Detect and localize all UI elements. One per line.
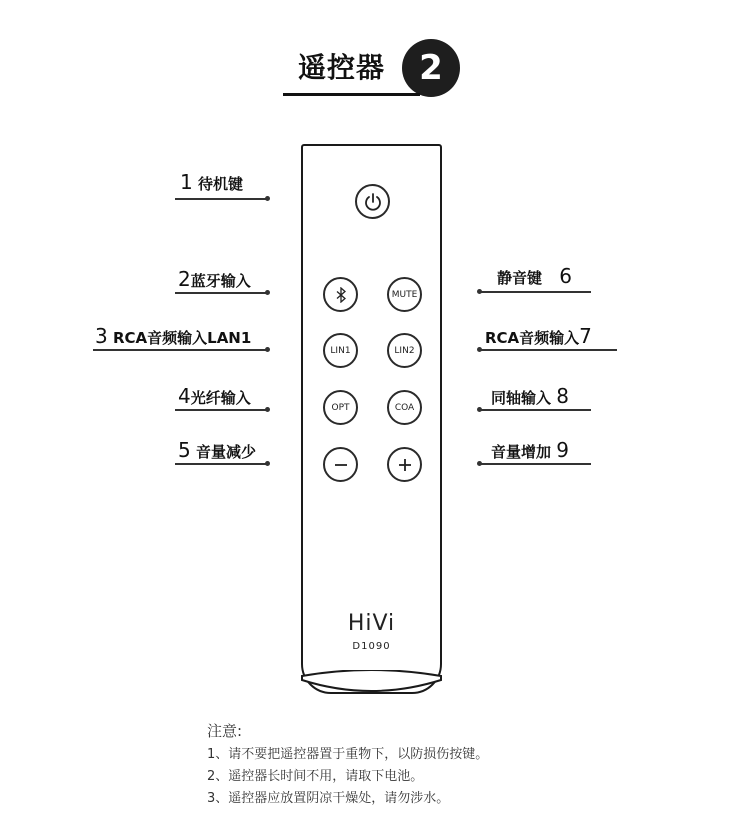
callout-2-dot <box>265 290 270 295</box>
callout-2-number: 2 <box>178 267 191 291</box>
callout-8-text: 同轴输入 <box>491 389 552 407</box>
lin2-button[interactable]: LIN2 <box>387 333 422 368</box>
callout-7-number: 7 <box>579 324 592 348</box>
minus-icon <box>332 456 350 474</box>
callout-3-text: RCA音频输入LAN1 <box>112 329 252 347</box>
callout-6 <box>497 266 572 288</box>
note-item-3: 3、遥控器应放置阴凉干燥处，请勿涉水。 <box>207 791 450 806</box>
callout-6-dot <box>477 289 482 294</box>
opt-button[interactable]: OPT <box>323 390 358 425</box>
callout-1-text: 待机键 <box>197 175 243 193</box>
callout-9-text: 音量增加 <box>491 443 552 461</box>
callout-9 <box>491 440 569 462</box>
callout-2-text: 蓝牙输入 <box>190 272 251 290</box>
callout-5-dot <box>265 461 270 466</box>
callout-7-dot <box>477 347 482 352</box>
callout-3-line <box>93 349 268 351</box>
callout-7-line <box>479 349 617 351</box>
callout-5-number: 5 <box>178 438 191 462</box>
callout-9-line <box>479 463 591 465</box>
callout-3 <box>95 326 251 348</box>
note-item-2: 2、遥控器长时间不用，请取下电池。 <box>207 769 424 784</box>
callout-9-dot <box>477 461 482 466</box>
note-item-1: 1、请不要把遥控器置于重物下，以防损伤按键。 <box>207 747 489 762</box>
callout-4-dot <box>265 407 270 412</box>
plus-icon <box>396 456 414 474</box>
callout-4-text: 光纤输入 <box>190 389 251 407</box>
title-underline <box>283 93 420 96</box>
callout-8-dot <box>477 407 482 412</box>
lin1-button[interactable]: LIN1 <box>323 333 358 368</box>
callout-3-number: 3 <box>95 324 108 348</box>
coa-button[interactable]: COA <box>387 390 422 425</box>
section-number-badge: 2 <box>402 39 460 97</box>
callout-1 <box>180 172 243 194</box>
bluetooth-button[interactable] <box>323 277 358 312</box>
callout-2-line <box>175 292 267 294</box>
callout-4 <box>178 386 251 408</box>
brand-logo-text: HiVi <box>347 611 396 636</box>
callout-1-number: 1 <box>180 170 193 194</box>
notes-heading: 注意: <box>207 722 243 740</box>
callout-1-dot <box>265 196 270 201</box>
callout-4-number: 4 <box>178 384 191 408</box>
callout-3-dot <box>265 347 270 352</box>
callout-6-number: 6 <box>559 264 572 288</box>
callout-5 <box>178 440 256 462</box>
power-icon <box>363 192 383 212</box>
callout-8-line <box>479 409 591 411</box>
callout-1-line <box>175 198 267 200</box>
callout-9-number: 9 <box>556 438 569 462</box>
power-button[interactable] <box>355 184 390 219</box>
callout-6-line <box>479 291 591 293</box>
callout-5-line <box>175 463 267 465</box>
volume-up-button[interactable] <box>387 447 422 482</box>
page-title: 遥控器 <box>298 51 386 84</box>
callout-4-line <box>175 409 267 411</box>
callout-7-text: RCA音频输入 <box>485 329 580 347</box>
callout-7 <box>485 326 592 348</box>
remote-bottom-edge <box>301 670 442 700</box>
mute-button[interactable]: MUTE <box>387 277 422 312</box>
notes-section <box>207 720 488 810</box>
callout-5-text: 音量减少 <box>195 443 256 461</box>
model-number: D1090 <box>352 641 391 652</box>
callout-2 <box>178 269 251 291</box>
callout-6-text: 静音键 <box>497 269 543 287</box>
callout-8-number: 8 <box>556 384 569 408</box>
callout-8 <box>491 386 569 408</box>
volume-down-button[interactable] <box>323 447 358 482</box>
bluetooth-icon <box>334 287 348 303</box>
